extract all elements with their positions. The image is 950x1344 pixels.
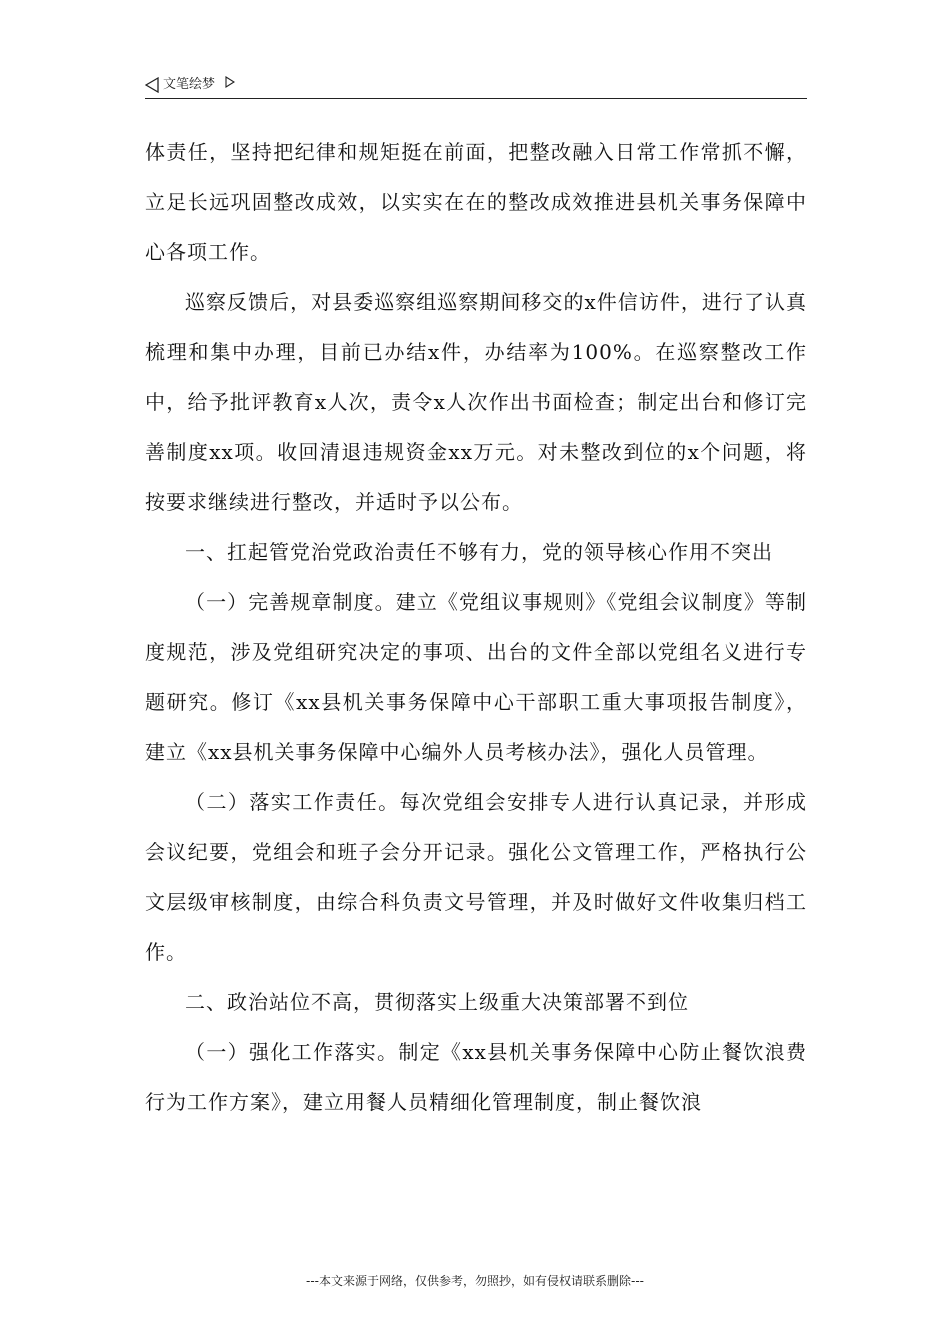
document-body — [145, 127, 807, 1127]
paragraph: （一）完善规章制度。建立《党组议事规则》《党组会议制度》等制度规范，涉及党组研究决定的事项、出台的文件全部以党组名义进行专题研究。修订《xx县机关事务保障中心干部职工重大事项报告制度》，建立《xx县机关事务保障中心编外人员考核办法》，强化人员管理。 — [145, 590, 807, 764]
section-heading: 二、政治站位不高，贯彻落实上级重大决策部署不到位 — [185, 990, 689, 1014]
page-footer: ---本文来源于网络，仅供参考，勿照抄，如有侵权请联系删除--- — [306, 1274, 644, 1288]
header-title: 文笔绘梦 — [163, 77, 216, 92]
paragraph: （一）强化工作落实。制定《xx县机关事务保障中心防止餐饮浪费行为工作方案》，建立用餐人员精细化管理制度，制止餐饮浪 — [145, 1040, 807, 1114]
paragraph: 巡察反馈后，对县委巡察组巡察期间移交的x件信访件，进行了认真梳理和集中办理，目前已办结x件，办结率为100%。在巡察整改工作中，给予批评教育x人次，责令x人次作出书面检查；制定出台和修订完善制度xx项。收回清退违规资金xx万元。对未整改到位的x个问题，将按要求继续进行整改，并适时予以公布。 — [145, 290, 807, 514]
section-heading: 一、扛起管党治党政治责任不够有力，党的领导核心作用不突出 — [185, 540, 773, 564]
right-triangle-icon — [225, 76, 235, 88]
header-title-group — [145, 74, 235, 96]
page-header — [145, 74, 807, 99]
left-triangle-icon — [145, 77, 159, 93]
paragraph: （二）落实工作责任。每次党组会安排专人进行认真记录，并形成会议纪要，党组会和班子会分开记录。强化公文管理工作，严格执行公文层级审核制度，由综合科负责文号管理，并及时做好文件收集归档工作。 — [145, 790, 807, 964]
paragraph: 体责任，坚持把纪律和规矩挺在前面，把整改融入日常工作常抓不懈，立足长远巩固整改成效，以实实在在的整改成效推进县机关事务保障中心各项工作。 — [145, 140, 807, 264]
